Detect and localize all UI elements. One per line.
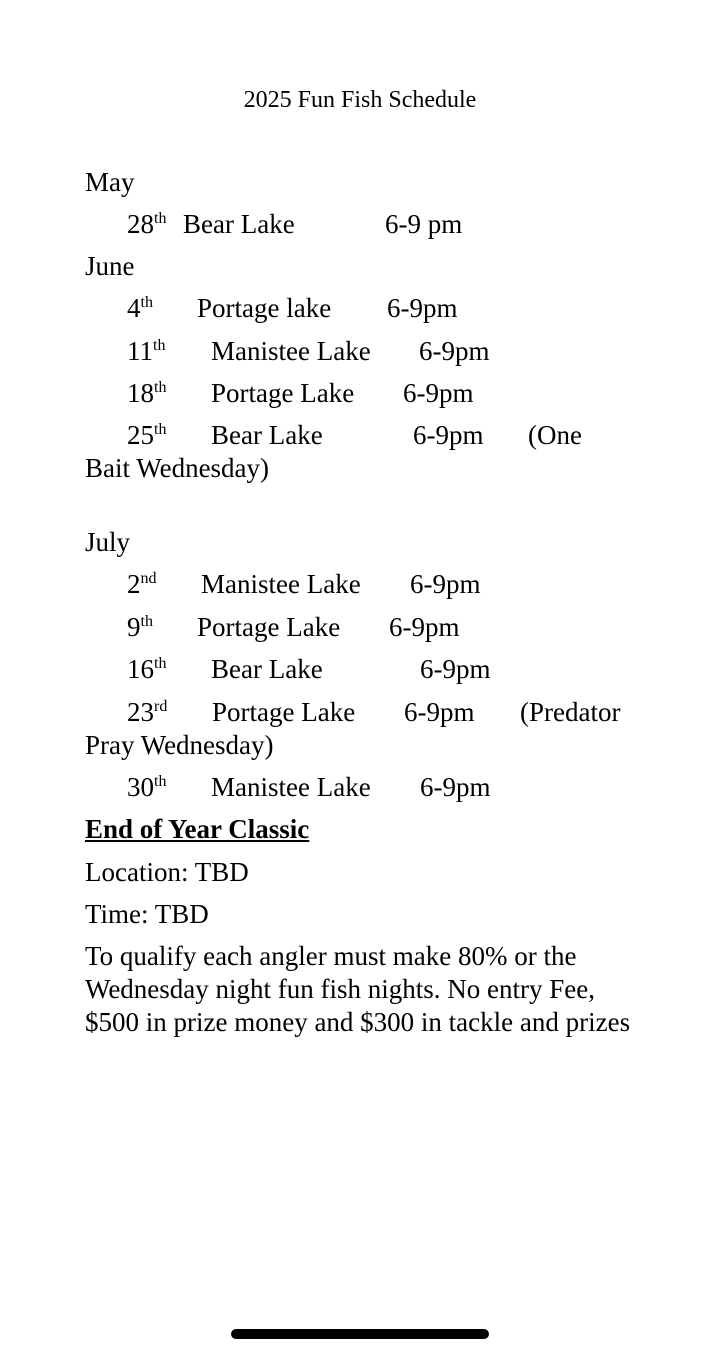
entry-date bbox=[127, 696, 167, 728]
entry-day-suffix: th bbox=[154, 421, 167, 438]
entry-time: 6-9pm bbox=[410, 569, 481, 599]
entry-time: 6-9pm bbox=[404, 697, 475, 727]
entry-time: 6-9pm bbox=[403, 378, 474, 408]
entry-day: 4 bbox=[127, 293, 141, 323]
entry-day-suffix: rd bbox=[154, 698, 168, 715]
month-june: June bbox=[85, 251, 135, 281]
classic-time: Time: TBD bbox=[85, 899, 209, 929]
entry-time: 6-9 pm bbox=[385, 209, 463, 239]
schedule-entry bbox=[0, 653, 720, 693]
home-indicator[interactable] bbox=[231, 1329, 489, 1339]
entry-lake: Bear Lake bbox=[211, 654, 323, 684]
entry-time: 6-9pm bbox=[419, 336, 490, 366]
entry-lake: Portage Lake bbox=[197, 612, 341, 642]
schedule-entry bbox=[0, 771, 720, 811]
classic-heading: End of Year Classic bbox=[85, 814, 310, 844]
entry-lake: Portage Lake bbox=[212, 697, 356, 727]
entry-day: 11 bbox=[127, 336, 153, 366]
entry-day-suffix: nd bbox=[140, 570, 157, 587]
entry-lake: Manistee Lake bbox=[211, 336, 371, 366]
entry-day: 25 bbox=[127, 420, 154, 450]
entry-lake: Manistee Lake bbox=[211, 772, 371, 802]
entry-time: 6-9pm bbox=[413, 420, 484, 450]
entry-day: 9 bbox=[127, 612, 141, 642]
entry-day: 30 bbox=[127, 772, 154, 802]
entry-date bbox=[127, 419, 166, 451]
schedule-entry bbox=[0, 208, 720, 248]
month-may: May bbox=[85, 167, 135, 197]
entry-time: 6-9pm bbox=[420, 654, 491, 684]
entry-date bbox=[127, 335, 165, 367]
entry-day-suffix: th bbox=[154, 379, 167, 396]
entry-time: 6-9pm bbox=[389, 612, 460, 642]
entry-date bbox=[127, 611, 153, 643]
entry-date bbox=[127, 771, 166, 803]
schedule-entry bbox=[0, 377, 720, 417]
classic-location: Location: TBD bbox=[85, 857, 249, 887]
entry-lake: Bear Lake bbox=[183, 209, 295, 239]
classic-description: To qualify each angler must make 80% or the Wednesday night fun fish nights. No entry Fee, $500 in prize money and $300 in tackle and prizes bbox=[85, 941, 631, 1037]
entry-note-continued: Bait Wednesday) bbox=[85, 453, 270, 483]
entry-note-continued: Pray Wednesday) bbox=[85, 730, 274, 760]
entry-lake: Portage Lake bbox=[211, 378, 355, 408]
entry-day: 18 bbox=[127, 378, 154, 408]
entry-day-suffix: th bbox=[154, 773, 167, 790]
entry-day-suffix: th bbox=[140, 613, 153, 630]
schedule-entry bbox=[0, 611, 720, 651]
entry-note: (One bbox=[528, 420, 582, 450]
entry-day-suffix: th bbox=[153, 337, 166, 354]
entry-day: 16 bbox=[127, 654, 154, 684]
entry-day-suffix: th bbox=[154, 210, 167, 227]
entry-day-suffix: th bbox=[154, 655, 167, 672]
entry-note: (Predator bbox=[520, 697, 621, 727]
schedule-entry bbox=[0, 292, 720, 332]
entry-time: 6-9pm bbox=[387, 293, 458, 323]
entry-lake: Manistee Lake bbox=[201, 569, 361, 599]
entry-lake: Portage lake bbox=[197, 293, 332, 323]
entry-lake: Bear Lake bbox=[211, 420, 323, 450]
entry-date bbox=[127, 377, 166, 409]
page-title: 2025 Fun Fish Schedule bbox=[243, 87, 477, 113]
entry-time: 6-9pm bbox=[420, 772, 491, 802]
month-july: July bbox=[85, 527, 131, 557]
entry-date bbox=[127, 568, 157, 600]
entry-day: 28 bbox=[127, 209, 154, 239]
schedule-entry bbox=[0, 335, 720, 375]
entry-date bbox=[127, 292, 153, 324]
entry-date bbox=[127, 208, 166, 240]
entry-day: 23 bbox=[127, 697, 154, 727]
schedule-entry bbox=[0, 568, 720, 608]
entry-day-suffix: th bbox=[140, 294, 153, 311]
entry-date bbox=[127, 653, 166, 685]
entry-day: 2 bbox=[127, 569, 141, 599]
